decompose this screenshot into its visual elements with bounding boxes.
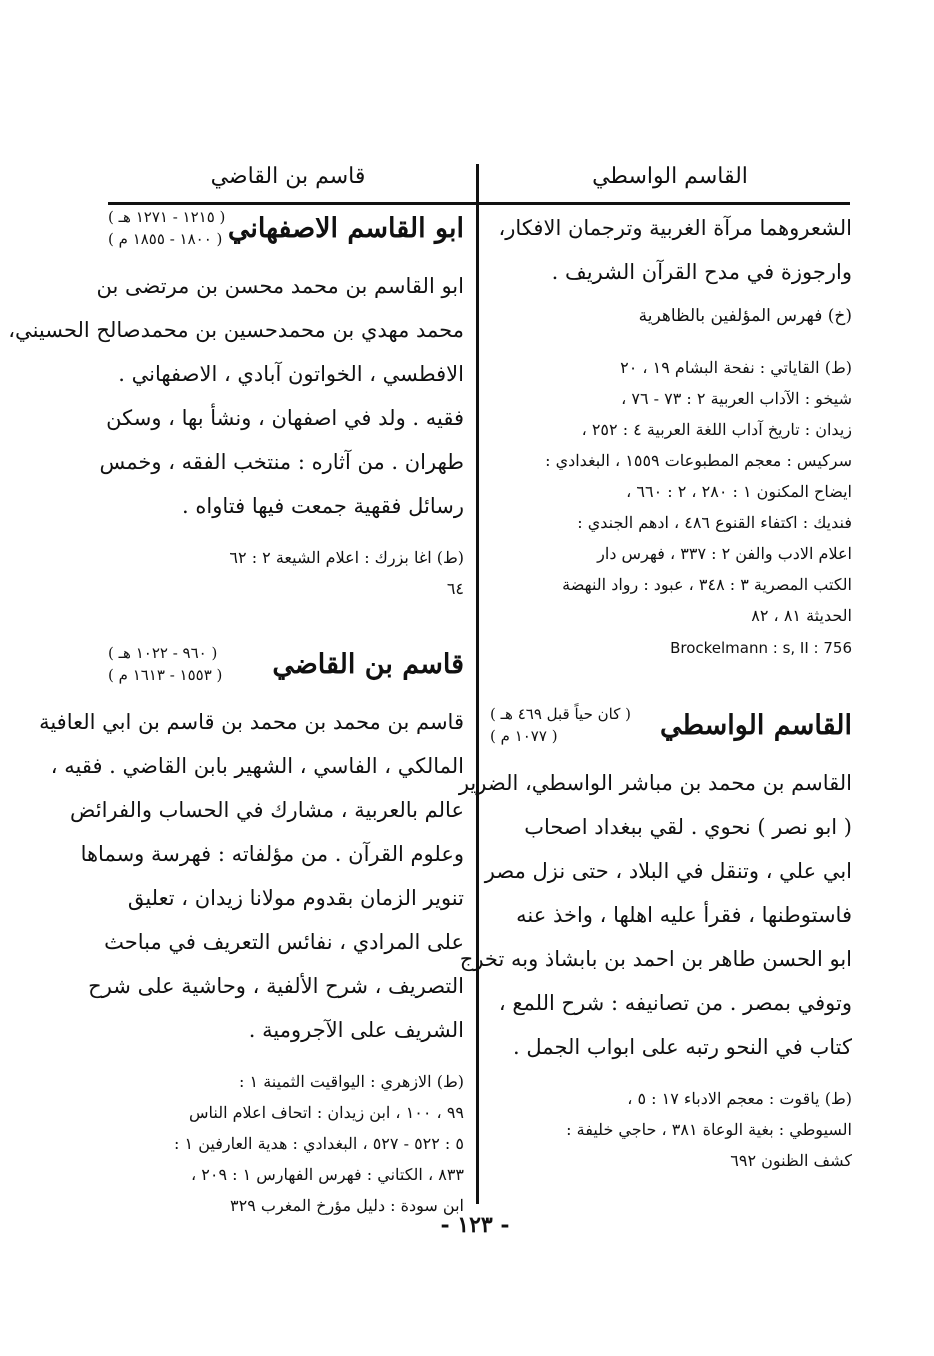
entry-text-line: محمد مهدي بن محمدحسين بن محمدصالح الحسيني، [8,318,464,342]
reference-line: (ط) ياقوت : معجم الادباء ١٧ : ٥ ، [627,1089,852,1108]
reference-line: ٦٤ [446,579,464,598]
continuation-line: الشعروهما مرآة الغربية وترجمان الافكار، [498,216,852,240]
reference-line: شيخو : الآداب العربية ٢ : ٧٣ - ٧٦ ، [621,389,852,408]
continuation-line: وارجوزة في مدح القرآن الشريف . [551,260,852,284]
entry-text-line: قاسم بن محمد بن محمد بن قاسم بن ابي العافية [39,710,464,734]
dates-gregorian: ( ١٥٥٣ - ١٦١٣ م ) [108,666,223,684]
page-number: - ١٢٣ - [440,1212,510,1238]
running-header-right: القاسم الواسطي [592,164,748,189]
entry-text-line: ابو القاسم بن محمد محسن بن مرتضى بن [96,274,464,298]
entry-text-line: على المرادي ، نفائس التعريف في مباحث [104,930,464,954]
entry-heading [490,703,852,747]
dates-gregorian: ( ١٠٧٧ م ) [490,727,558,745]
entry-text-line: المالكي ، الفاسي ، الشهير بابن القاضي . فقيه ، [50,754,464,778]
dates-gregorian: ( ١٨٠٠ - ١٨٥٥ م ) [108,230,223,248]
entry-text-line: ( ابو نصر ) نحوي . لقي ببغداد اصحاب [524,815,852,839]
entry-dates [108,206,225,250]
entry-text-line: كتاب في النحو رتبه على ابواب الجمل . [513,1035,852,1059]
entry-text-line: تنوير الزمان بقدوم مولانا زيدان ، تعليق [127,886,464,910]
reference-line: الكتب المصرية ٣ : ٣٤٨ ، عبود : رواد النهضة [562,575,852,594]
entry-name: قاسم بن القاضي [272,648,464,680]
reference-line: ٩٩ ، ١٠٠ ، ابن زيدان : اتحاف اعلام الناس [188,1103,464,1122]
entry-text-line: فاستوطنها ، فقرأ عليه اهلها ، واخذ عنه [516,903,852,927]
entry-text-line: وعلوم القرآن . من مؤلفاته : فهرسة وسماها [80,842,464,866]
reference-line: ايضاح المكنون ١ : ٢٨٠ ، ٢ : ٦٦٠ ، [626,482,852,501]
entry-heading [108,206,464,250]
reference-line: السيوطي : بغية الوعاة ٣٨١ ، حاجي خليفة : [566,1120,852,1139]
entry-dates [490,703,631,747]
reference-line: فنديك : اكتفاء القنوع ٤٨٦ ، ادهم الجندي : [577,513,852,532]
reference-line: اعلام الادب والفن ٢ : ٣٣٧ ، فهرس دار [597,544,852,563]
header-rule [108,202,850,205]
entry-dates [108,642,222,686]
entry-text-line: طهران . من آثاره : منتخب الفقه ، وخمس [99,450,464,474]
manuscript-source-note: (خ) فهرس المؤلفين بالظاهرية [638,306,852,326]
entry-text-line: رسائل فقهية جمعت فيها فتاواه . [182,494,464,518]
entry-name: القاسم الواسطي [659,709,852,741]
dates-hijri: ( كان حياً قبل ٤٦٩ هـ ) [490,705,631,723]
dates-hijri: ( ١٢١٥ - ١٢٧١ هـ ) [108,208,226,226]
reference-line: الحديثة ٨١ ، ٨٢ [751,606,852,625]
reference-line: ٥ : ٥٢٢ - ٥٢٧ ، البغدادي : هدية العارفين ١ : [174,1134,464,1153]
reference-line: (ط) اغا بزرك : اعلام الشيعة ٢ : ٦٢ [229,548,464,567]
entry-heading [108,642,464,686]
latin-reference: Brockelmann : s, II : 756 [670,639,852,657]
left-column [8,206,464,1221]
right-column [458,206,852,1176]
reference-line: (ط) القاياتي : نفحة البشام ١٩ ، ٢٠ [620,358,852,377]
entry-text-line: ابي علي ، وتنقل في البلاد ، حتى نزل مصر [484,859,852,883]
entry-name: ابو القاسم الاصفهاني [227,212,464,244]
reference-line: كشف الظنون ٦٩٢ [730,1151,852,1170]
entry-text-line: ابو الحسن طاهر بن احمد بن بابشاذ وبه تخرج [459,947,852,971]
reference-line: زيدان : تاريخ آداب اللغة العربية ٤ : ٢٥٢ ، [581,420,852,439]
reference-line: (ط) الازهري : اليواقيت الثمينة ١ : [239,1072,464,1091]
reference-line: ابن سودة : دليل مؤرخ المغرب ٣٢٩ [230,1196,464,1215]
entry-text-line: الشريف على الآجرومية . [248,1018,464,1042]
entry-text-line: القاسم بن محمد بن مباشر الواسطي، الضرير [458,771,852,795]
entry-text-line: فقيه . ولد في اصفهان ، ونشأ بها ، وسكن [106,406,464,430]
entry-text-line: عالم بالعربية ، مشارك في الحساب والفرائض [70,798,464,822]
running-header-left: قاسم بن القاضي [210,164,366,189]
entry-text-line: وتوفي بمصر . من تصانيفه : شرح اللمع ، [498,991,852,1015]
reference-line: سركيس : معجم المطبوعات ١٥٥٩ ، البغدادي : [545,451,852,470]
entry-text-line: الافطسي ، الخواتون آبادي ، الاصفهاني . [118,362,464,386]
reference-line: ٨٣٣ ، الكتاني : فهرس الفهارس ١ : ٢٠٩ ، [191,1165,464,1184]
dates-hijri: ( ٩٦٠ - ١٠٢٢ هـ ) [108,644,218,662]
column-divider [476,164,479,1204]
entry-text-line: التصريف ، شرح الألفية ، وحاشية على شرح [88,974,464,998]
